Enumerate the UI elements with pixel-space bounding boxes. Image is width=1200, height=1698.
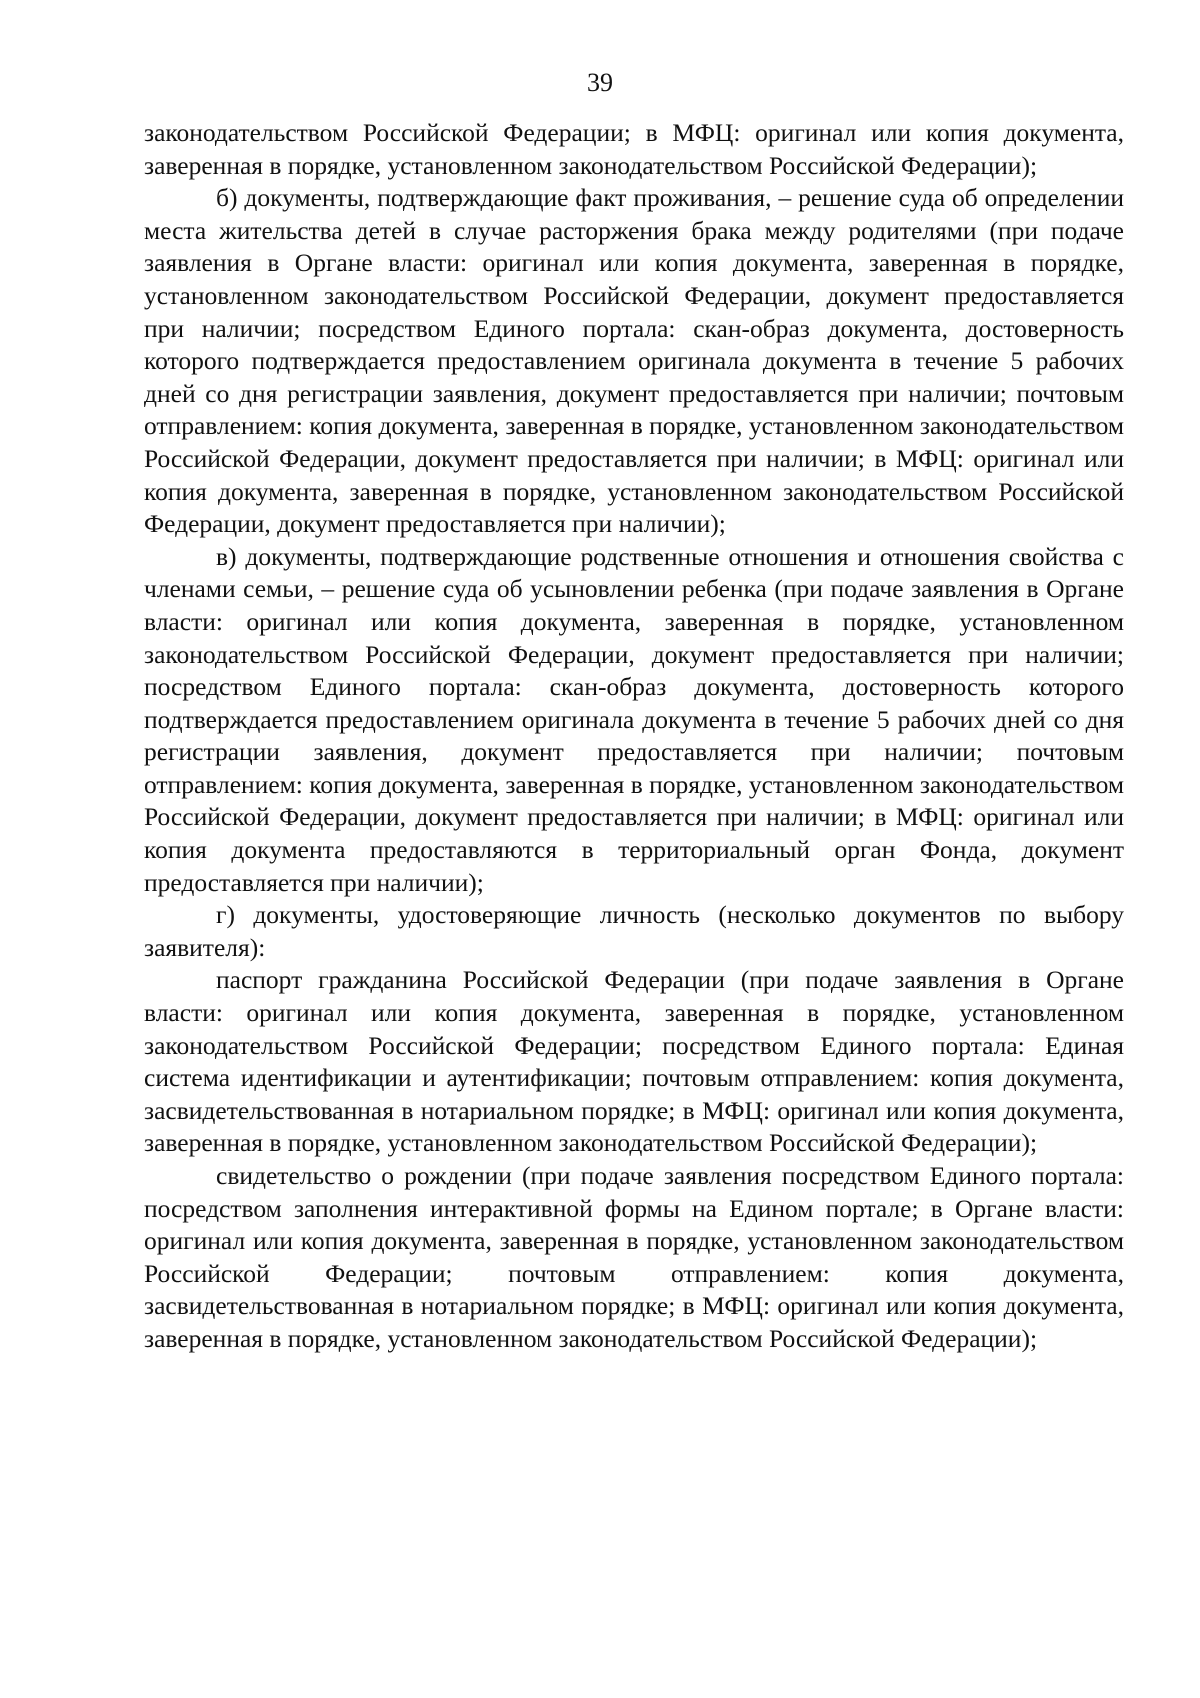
paragraph-item-b: б) документы, подтверждающие факт проживания, – решение суда об определении места жительства детей в случае расторжения брака между родителями (при подаче заявления в Органе власти: оригинал или копия документа, заверенная в порядке, установленном законодательством Российской Федерации, документ предоставляется при наличии; посредством Единого портала: скан-образ документа, достоверность которого подтверждается предоставлением оригинала документа в течение 5 рабочих дней со дня регистрации заявления, документ предоставляется при наличии; почтовым отправлением: копия документа, заверенная в порядке, установленном законодательством Российской Федерации, документ предоставляется при наличии; в МФЦ: оригинал или копия документа, заверенная в порядке, установленном законодательством Российской Федерации, документ предоставляется при наличии);: [144, 183, 1124, 539]
paragraph-continuation: законодательством Российской Федерации; в МФЦ: оригинал или копия документа, заверенная в порядке, установленном законодательством Российской Федерации);: [144, 118, 1124, 180]
paragraph-passport: паспорт гражданина Российской Федерации (при подаче заявления в Органе власти: оригинал или копия документа, заверенная в порядке, установленном законодательством Российской Федерации; посредством Единого портала: Единая система идентификации и аутентификации; почтовым отправлением: копия документа, засвидетельствованная в нотариальном порядке; в МФЦ: оригинал или копия документа, заверенная в порядке, установленном законодательством Российской Федерации);: [144, 965, 1124, 1158]
paragraph-birth-certificate: свидетельство о рождении (при подаче заявления посредством Единого портала: посредством заполнения интерактивной формы на Едином портале; в Органе власти: оригинал или копия документа, заверенная в порядке, установленном законодательством Российской Федерации; почтовым отправлением: копия документа, засвидетельствованная в нотариальном порядке; в МФЦ: оригинал или копия документа, заверенная в порядке, установленном законодательством Российской Федерации);: [144, 1161, 1124, 1353]
paragraph-item-g: г) документы, удостоверяющие личность (несколько документов по выбору заявителя):: [144, 900, 1124, 962]
page-number: 39: [587, 68, 613, 97]
paragraph-item-v: в) документы, подтверждающие родственные отношения и отношения свойства с членами семьи, – решение суда об усыновлении ребенка (при подаче заявления в Органе власти: оригинал или копия документа, заверенная в порядке, установленном законодательством Российской Федерации, документ предоставляется при наличии; посредством Единого портала: скан-образ документа, достоверность которого подтверждается предоставлением оригинала документа в течение 5 рабочих дней со дня регистрации заявления, документ предоставляется при наличии; почтовым отправлением: копия документа, заверенная в порядке, установленном законодательством Российской Федерации, документ предоставляется при наличии; в МФЦ: оригинал или копия документа предоставляются в территориальный орган Фонда, документ предоставляется при наличии);: [144, 541, 1124, 897]
document-body: [144, 117, 1124, 1356]
